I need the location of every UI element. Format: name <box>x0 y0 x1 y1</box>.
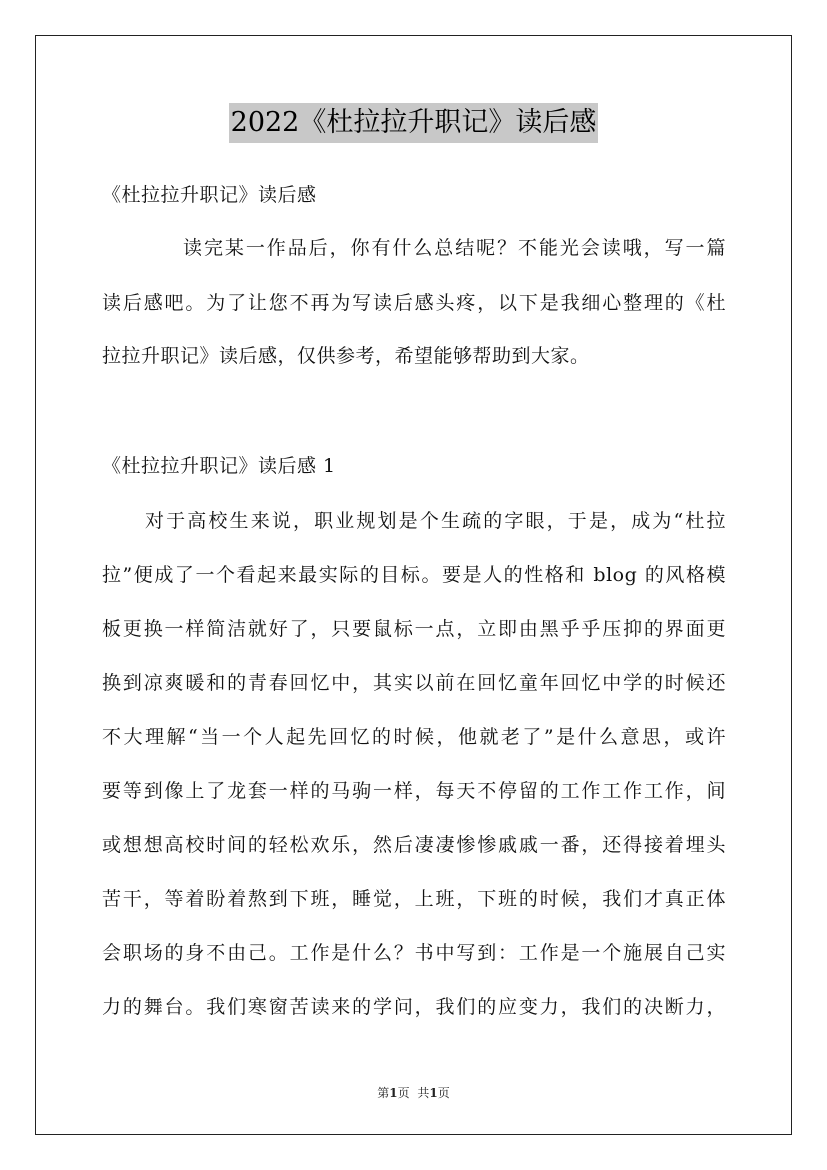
page-number: 1 <box>389 1086 398 1100</box>
intro-line: 读后感吧。为了让您不再为写读后感头疼，以下是我细心整理的《杜 <box>102 292 726 314</box>
page-suffix: 页 <box>397 1086 410 1100</box>
body-line: 苦干，等着盼着熬到下班，睡觉，上班，下班的时候，我们才真正体 <box>102 888 726 910</box>
subtitle: 《杜拉拉升职记》读后感 <box>102 184 317 206</box>
page-footer <box>0 1084 827 1101</box>
total-suffix: 页 <box>437 1086 450 1100</box>
body-line: 会职场的身不由己。工作是什么？书中写到：工作是一个施展自己实 <box>102 942 726 964</box>
body-line: 不大理解“当一个人起先回忆的时候，他就老了”是什么意思，或许 <box>102 726 726 748</box>
intro-line: 读完某一作品后，你有什么总结呢？不能光会读哦，写一篇 <box>183 237 726 259</box>
body-line: 要等到像上了龙套一样的马驹一样，每天不停留的工作工作工作，间 <box>102 780 726 802</box>
intro-line: 拉拉升职记》读后感，仅供参考，希望能够帮助到大家。 <box>102 345 590 367</box>
total-prefix: 共 <box>417 1086 430 1100</box>
document-title: 2022《杜拉拉升职记》读后感 <box>229 103 599 143</box>
page-prefix: 第 <box>377 1086 390 1100</box>
body-line: 或想想高校时间的轻松欢乐，然后凄凄惨惨戚戚一番，还得接着埋头 <box>102 834 726 856</box>
body-line: 换到凉爽暖和的青春回忆中，其实以前在回忆童年回忆中学的时候还 <box>102 672 726 694</box>
body-line: 对于高校生来说，职业规划是个生疏的字眼，于是，成为“杜拉 <box>145 510 726 532</box>
body-line: 板更换一样简洁就好了，只要鼠标一点，立即由黑乎乎压抑的界面更 <box>102 618 726 640</box>
total-number: 1 <box>429 1086 438 1100</box>
body-line: 拉”便成了一个看起来最实际的目标。要是人的性格和 blog 的风格模 <box>102 564 726 586</box>
section-heading: 《杜拉拉升职记》读后感 1 <box>102 455 336 477</box>
document-title-wrap <box>0 103 827 143</box>
body-line: 力的舞台。我们寒窗苦读来的学问，我们的应变力，我们的决断力， <box>102 996 726 1018</box>
